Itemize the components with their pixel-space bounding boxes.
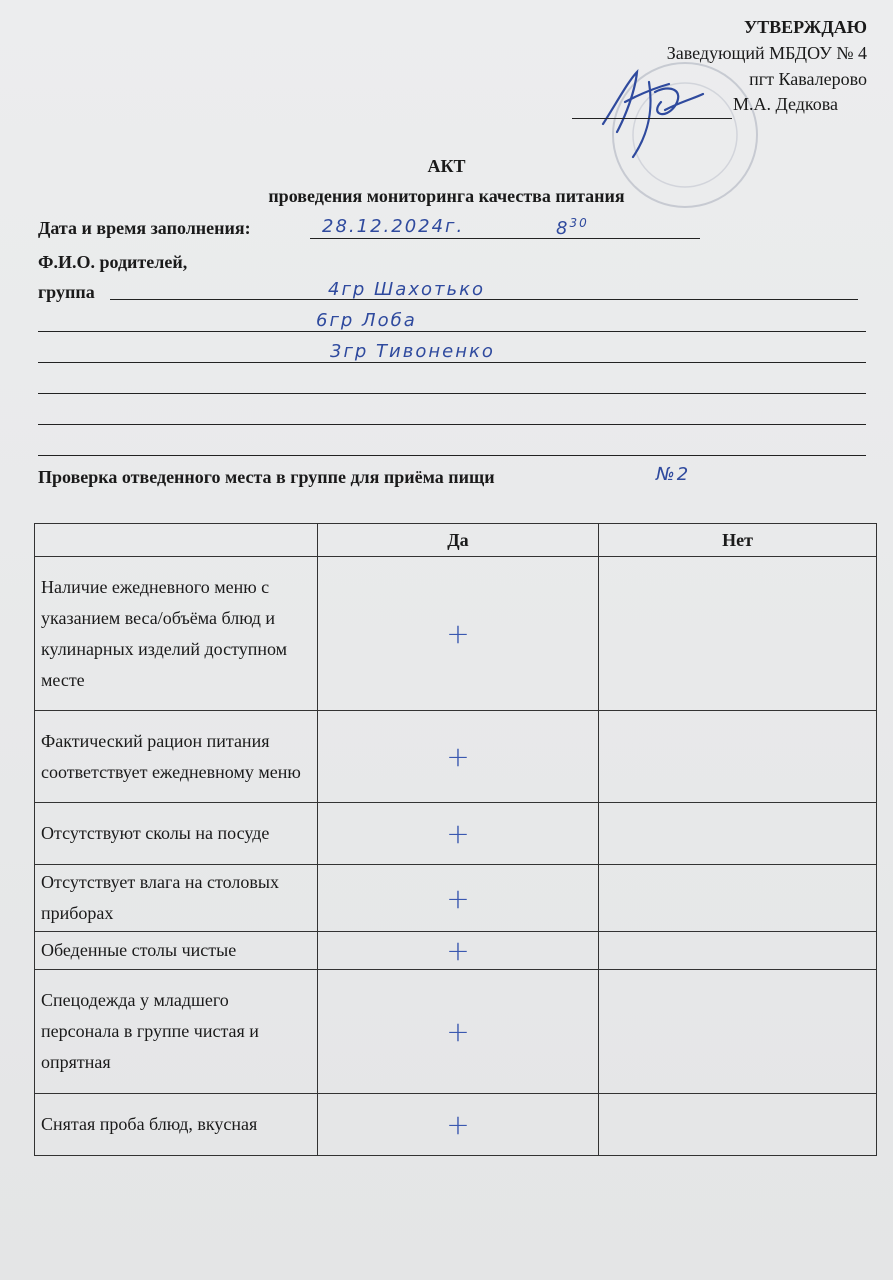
no-cell <box>599 1094 877 1156</box>
signature-line <box>572 118 732 119</box>
table-row <box>35 970 877 1094</box>
table-row <box>35 711 877 803</box>
group-line-6 <box>38 455 866 456</box>
check-heading: Проверка отведенного места в группе для приёма пищи <box>38 467 495 487</box>
table-row <box>35 932 877 970</box>
table-row <box>35 557 877 711</box>
criterion-cell: Обеденные столы чистые <box>35 932 318 970</box>
time-value: $8^{30}$ <box>556 216 589 239</box>
doc-title: АКТ <box>427 156 466 176</box>
no-cell <box>599 932 877 970</box>
criterion-cell: Наличие ежедневного меню с указанием веса/объёма блюд и кулинарных изделий доступном месте <box>35 557 318 711</box>
no-cell <box>599 711 877 803</box>
head-title: Заведующий МБДОУ № 4 <box>666 43 867 63</box>
signature <box>595 62 705 162</box>
check-number: №2 <box>656 464 691 485</box>
no-cell <box>599 557 877 711</box>
town: пгт Кавалерово <box>749 69 867 89</box>
yes-mark: + <box>318 932 599 970</box>
approver-name: М.А. Дедкова <box>733 94 838 114</box>
table-row <box>35 865 877 932</box>
criterion-cell: Отсутствуют сколы на посуде <box>35 803 318 865</box>
approve-heading: УТВЕРЖДАЮ <box>743 17 867 37</box>
no-cell <box>599 865 877 932</box>
table-header-row <box>35 524 877 557</box>
parent-entry-3: 3гр Тивоненко <box>330 341 495 362</box>
yes-mark: + <box>318 865 599 932</box>
table-row <box>35 803 877 865</box>
yes-mark: + <box>318 557 599 711</box>
yes-mark: + <box>318 711 599 803</box>
group-line-5 <box>38 424 866 425</box>
criterion-header <box>35 524 318 557</box>
date-label: Дата и время заполнения: <box>38 218 251 238</box>
criterion-cell: Снятая проба блюд, вкусная <box>35 1094 318 1156</box>
criterion-cell: Фактический рацион питания соответствует ежедневному меню <box>35 711 318 803</box>
group-label: группа <box>38 282 95 302</box>
parent-entry-2: 6гр Лоба <box>316 310 417 331</box>
parents-label: Ф.И.О. родителей, <box>38 252 188 272</box>
no-cell <box>599 970 877 1094</box>
criterion-cell: Отсутствует влага на столовых приборах <box>35 865 318 932</box>
yes-header: Да <box>318 524 599 557</box>
checklist-table <box>34 523 877 1156</box>
group-line-4 <box>38 393 866 394</box>
no-cell <box>599 803 877 865</box>
no-header: Нет <box>599 524 877 557</box>
table-row <box>35 1094 877 1156</box>
yes-mark: + <box>318 803 599 865</box>
group-line-2 <box>38 331 866 332</box>
date-value: 28.12.2024г. <box>322 216 465 237</box>
date-line <box>310 238 700 239</box>
parent-entry-1: 4гр Шахотько <box>328 279 485 300</box>
yes-mark: + <box>318 1094 599 1156</box>
group-line-3 <box>38 362 866 363</box>
criterion-cell: Спецодежда у младшего персонала в группе чистая и опрятная <box>35 970 318 1094</box>
doc-subtitle: проведения мониторинга качества питания <box>268 186 625 206</box>
yes-mark: + <box>318 970 599 1094</box>
